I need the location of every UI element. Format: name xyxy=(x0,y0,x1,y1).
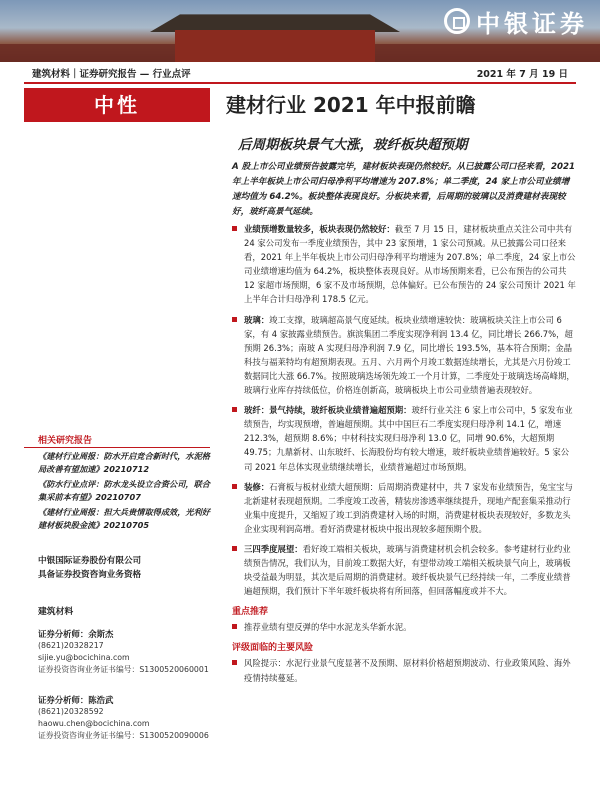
report-subhead xyxy=(24,66,576,82)
risk-text: 风险提示：水泥行业景气度显著不及预期、原材料价格超预期波动、行业政策风险、海外疫情持续蔓延。 xyxy=(244,658,571,683)
report-title: 建材行业 2021 年中报前瞻 xyxy=(226,93,476,117)
boc-logo-icon xyxy=(444,8,470,34)
report-category: 建筑材料｜证券研究报告 — 行业点评 xyxy=(32,69,191,80)
bullet-fiberglass xyxy=(232,403,576,473)
bullet-head: 三四季度展望： xyxy=(244,543,303,554)
bullet-risk xyxy=(232,656,576,684)
analyst-cert: 证券投资咨询业务证书编号：S1300520060001 xyxy=(38,665,209,674)
bullet-performance xyxy=(232,222,576,307)
analyst-email[interactable]: haowu.chen@bocichina.com xyxy=(38,719,150,728)
header-banner xyxy=(0,0,600,62)
report-subtitle: 后周期板块景气大涨，玻纤板块超预期 xyxy=(238,137,468,153)
sector-label: 建筑材料 xyxy=(38,607,74,617)
analyst-cert: 证券投资咨询业务证书编号：S1300520090006 xyxy=(38,731,209,740)
bullet-head: 玻璃： xyxy=(244,314,270,325)
summary-paragraph: A 股上市公司业绩预告披露完毕，建材板块表现仍然较好。从已披露公司口径来看，2021 年上半年板块上市公司归母净利平均增速为 207.8%；单二季度，24 家上市公司业绩增速均值为 64.2%。板块整体表现良好。分板块来看，后周期的玻璃以及消费建材表现较好，玻纤高景气延续。 xyxy=(232,162,575,217)
related-report-link[interactable]: 《建材行业周报：担大兵贵情取得成效，光利好建材板块股金流》20210705 xyxy=(38,507,210,530)
bullet-head: 装修： xyxy=(244,481,270,492)
company-name: 中银国际证券股份有限公司 具备证券投资咨询业务资格 xyxy=(38,556,142,580)
bullet-glass xyxy=(232,313,576,398)
header-divider xyxy=(24,82,576,84)
bullet-body: 玻纤行业关注 6 家上市公司中，5 家发布业绩预告，均实现预增，普遍超预期。其中中国巨石二季度实现归母净利 14.1 亿，增速 212.3%，超预期 8.6%；中材科技实现归母净利 13.0 亿，同增 90.6%，大超预期 49.75；九鼎新材、山东玻纤、长海股份均有较大增速，玻纤板块业绩普遍较好。5 家公司 2021 年总体实现业绩继续增长，业绩普遍超过市场预期。 xyxy=(244,405,573,472)
analyst-name: 证券分析师：余斯杰 xyxy=(38,629,114,639)
bullet-body: 竣工支撑，玻璃超高景气度延续。板块业绩增速较快：玻璃板块关注上市公司 6 家，有 4 家披露业绩预告。旗滨集团二季度实现净利润 13.4 亿，同比增长 266.7%，超预期 26.3%；南玻 A 实现归母净利润 7.9 亿，同比增长 193.5%，基本符合预期；金晶科技与福莱特均有超预期表现。五月、六月两个月竣工数据连续增长，尤其是六月份竣工数据同比大涨 66.7%。按照玻璃迭场领先竣工一个月计算，二季度处于玻璃迭场高峰期，玻璃行业库存持续低位，价格连创新高，玻璃板块上市公司业绩普遍表现较好。 xyxy=(244,314,575,396)
rating-badge: 中性 xyxy=(24,88,210,122)
bullet-decoration xyxy=(232,480,576,536)
analyst-card xyxy=(38,694,216,742)
bullet-body: 截至 7 月 15 日，建材板块重点关注公司中共有 24 家公司发布一季度业绩预告，其中 23 家预增，1 家公司预减。从已披露公司口径来看，2021 年上半年板块上市公司归母净利平均增速为 207.8%；单二季度，24 家上市公司业绩增速均值为 64.2%，板块整体表现良好。从市场预期来看，已公布预告的公司共 12 家超市场预期，6 家不及市场预期，总体偏好。已公布预告的 24 家公司预计 2021 年上半年合计归母净利 178.5 亿元。 xyxy=(244,224,576,305)
analyst-email[interactable]: sijie.yu@bocichina.com xyxy=(38,653,130,662)
bullet-picks xyxy=(232,620,576,634)
bullet-head: 玻纤：景气持续，玻纤板块业绩普遍超预期： xyxy=(244,405,412,416)
key-points xyxy=(232,222,576,691)
bullet-body: 石膏板与板材业绩大超预期：后周期消费建材中，共 7 家发布业绩预告，兔宝宝与北新建材表现超预期。二季度竣工改善，精装房渗透率继续提升，现地产配套集采推动行业集中度提升，又缩短了竣工到消费建材入场的时期，消费建材板块表现较好，多数龙头企业实现利润高增。看好消费建材板块中报出现较多超预期个股。 xyxy=(244,481,573,534)
bullet-body: 看好竣工端相关板块，玻璃与消费建材机会机会较多。参考建材行业约业绩预告情况，我们认为，目前竣工数据大好，有望带动竣工端相关板块景气向上，玻璃板块受益最为明显，其次是后周期的消费建材。玻纤板块景气已经持续一年，二季度业绩普遍超预期，我们预计下半年玻纤板块将有所回落，但回落幅度或并不大。 xyxy=(244,543,571,597)
picks-heading: 重点推荐 xyxy=(232,607,269,618)
analyst-name: 证券分析师：陈浩武 xyxy=(38,695,114,705)
analyst-card xyxy=(38,628,216,676)
report-date: 2021 年 7 月 19 日 xyxy=(476,69,568,80)
bullet-head: 业绩预增数量较多，板块表现仍然较好： xyxy=(244,224,395,234)
analyst-phone: (8621)20328592 xyxy=(38,707,104,716)
related-report-link[interactable]: 《建材行业周报：防水开启竞合新时代，水泥格局改善有望加速》20210712 xyxy=(38,451,210,474)
logo-text: 中银证券 xyxy=(476,9,588,38)
related-reports xyxy=(38,450,210,535)
picks-text: 推荐业绩有望反弹的华中水泥龙头华新水泥。 xyxy=(244,622,412,633)
banner-palace-roof xyxy=(150,10,400,32)
banner-palace-hall xyxy=(175,30,375,62)
analyst-phone: (8621)20328217 xyxy=(38,641,104,650)
related-report-link[interactable]: 《防水行业点评：防水龙头设立合资公司，联合集采前本有望》20210707 xyxy=(38,479,210,502)
related-divider xyxy=(24,447,210,448)
company-logo xyxy=(444,4,588,38)
risk-heading: 评级面临的主要风险 xyxy=(232,643,314,654)
bullet-outlook xyxy=(232,542,576,598)
related-heading: 相关研究报告 xyxy=(38,436,93,446)
